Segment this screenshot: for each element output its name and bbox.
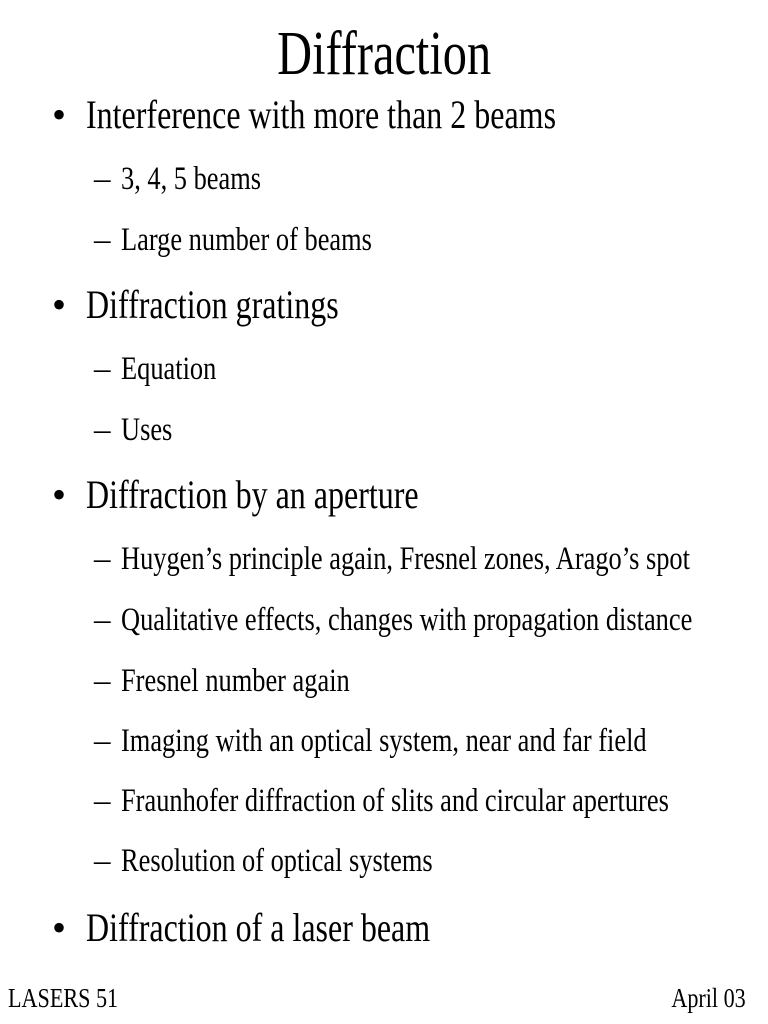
sub-dash: – <box>94 412 111 448</box>
sub-text: Fresnel number again <box>121 663 350 699</box>
bullet-dot: • <box>52 92 67 137</box>
slide-title-text: Diffraction <box>277 20 491 88</box>
sub-dash: – <box>94 161 111 197</box>
sub-dash: – <box>94 602 111 638</box>
bullet-text: Interference with more than 2 beams <box>86 92 557 137</box>
footer-right <box>655 980 746 1016</box>
sub-dash: – <box>94 541 111 577</box>
sub-text: Qualitative effects, changes with propagation distance <box>121 602 693 638</box>
sub-dash: – <box>94 663 111 699</box>
sub-dash: – <box>94 222 111 258</box>
sub-text: Large number of beams <box>121 222 372 258</box>
sub-text: Huygen’s principle again, Fresnel zones, Arago’s spot <box>121 541 690 577</box>
sub-dash: – <box>94 843 111 879</box>
sub-dash: – <box>94 351 111 387</box>
sub-text: Resolution of optical systems <box>121 843 433 879</box>
sub-text: Uses <box>121 412 173 448</box>
sub-text: Equation <box>121 351 217 387</box>
bullet-text: Diffraction of a laser beam <box>86 905 431 950</box>
footer-date: April 03 <box>671 983 746 1013</box>
sub-text: Imaging with an optical system, near and far field <box>121 723 647 759</box>
bullet-dot: • <box>52 472 67 517</box>
bullet-text: Diffraction gratings <box>86 282 339 327</box>
bullet-dot: • <box>52 282 67 327</box>
footer-left <box>8 980 142 1016</box>
sub-dash: – <box>94 783 111 819</box>
bullet-text: Diffraction by an aperture <box>86 472 419 517</box>
sub-text: Fraunhofer diffraction of slits and circular apertures <box>121 783 669 819</box>
sub-text: 3, 4, 5 beams <box>121 161 262 197</box>
sub-dash: – <box>94 723 111 759</box>
bullet-dot: • <box>52 905 67 950</box>
footer-course-label: LASERS 51 <box>8 983 119 1013</box>
slide-title <box>0 14 768 94</box>
